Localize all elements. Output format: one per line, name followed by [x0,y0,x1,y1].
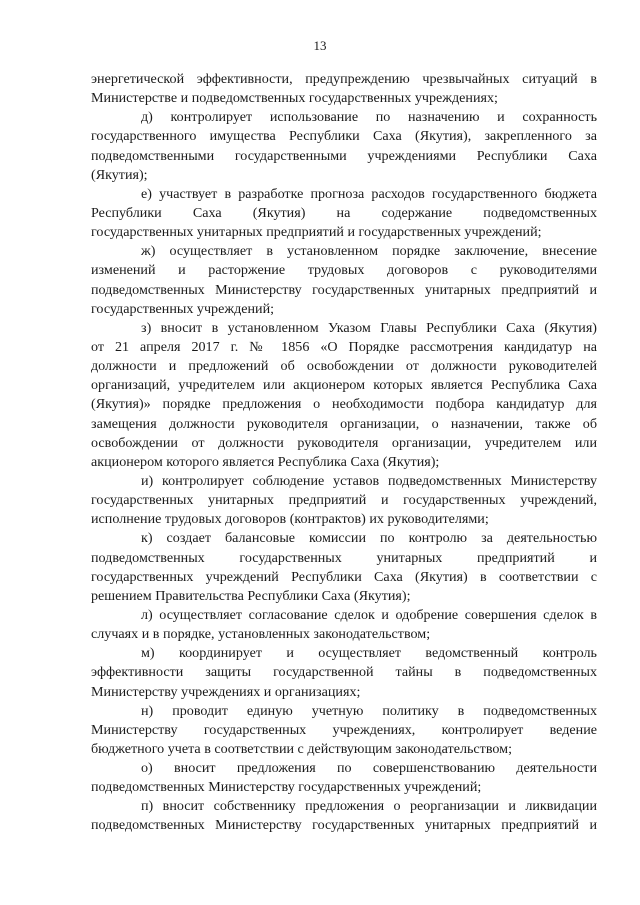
paragraph-first-line: з) вносит в установленном Указом Главы Республики Саха (Якутия) [141,319,597,336]
text-line: освобождении от должности руководителя организации, учредителем или [91,434,597,451]
text-line: бюджетного учета в соответствии с действующим законодательством; [91,740,513,757]
text-line: (Якутия)» порядке предложения о необходимости подбора кандидатур для [91,396,597,413]
text-line: государственных унитарных предприятий и государственных учреждений, [91,492,597,509]
text-line: исполнение трудовых договоров (контрактов) их руководителями; [91,511,489,528]
text-line: подведомственных государственных унитарных предприятий и [91,549,597,566]
text-line: от 21 апреля 2017 г. № 1856 «О Порядке рассмотрения кандидатур на [91,338,597,355]
paragraph-first-line: л) осуществляет согласование сделок и одобрение совершения сделок в [141,606,597,623]
paragraph-first-line: м) координирует и осуществляет ведомственный контроль [141,645,597,662]
paragraph-first-line: п) вносит собственнику предложения о реорганизации и ликвидации [141,798,597,815]
text-line: Министерстве и подведомственных государственных учреждениях; [91,90,498,107]
text-line: подведомственных Министерству государственных унитарных предприятий и [91,281,597,298]
text-line: (Якутия); [91,166,148,183]
text-line: энергетической эффективности, предупреждению чрезвычайных ситуаций в [91,71,597,87]
text-line: подведомственных Министерству государственных унитарных предприятий и [91,817,597,834]
paragraph-first-line: к) создает балансовые комиссии по контролю за деятельностью [141,530,597,547]
text-line: организаций, учредителем или акционером которых является Республика Саха [91,377,597,394]
text-line: государственных унитарных предприятий и государственных учреждений; [91,224,542,241]
text-line: государственного имущества Республики Саха (Якутия), закрепленного за [91,128,597,145]
text-line: случаях и в порядке, установленных законодательством; [91,626,431,643]
page-number: 13 [313,38,327,53]
text-line: государственных учреждений Республики Саха (Якутия) в соответствии с [91,568,597,585]
text-line: Министерству государственных учреждениях, контролирует ведение [91,721,597,738]
text-line: замещения должности руководителя организации, о назначении, также об [91,415,597,432]
text-line: изменений и расторжение трудовых договоров с руководителями [91,262,597,279]
text-line: Республики Саха (Якутия) на содержание подведомственных [91,204,597,221]
document-body [91,70,597,836]
text-line: эффективности защиты государственной тайны в подведомственных [91,664,597,681]
paragraph-first-line: е) участвует в разработке прогноза расходов государственного бюджета [141,185,597,202]
paragraph-first-line: ж) осуществляет в установленном порядке заключение, внесение [141,243,597,260]
text-line: должности и предложений об освобождении от должности руководителей [91,358,597,375]
paragraph-first-line: н) проводит единую учетную политику в подведомственных [141,702,597,719]
text-line: акционером которого является Республика Саха (Якутия); [91,453,440,470]
paragraph-first-line: д) контролирует использование по назначению и сохранность [141,109,597,126]
text-line: решением Правительства Республики Саха (Якутия); [91,587,411,604]
paragraph-first-line: и) контролирует соблюдение уставов подведомственных Министерству [141,472,597,489]
text-line: подведомственных Министерству государственных учреждений; [91,779,482,796]
text-line: государственных учреждений; [91,300,275,317]
text-line: Министерству учреждениях и организациях; [91,683,361,700]
text-line: подведомственными государственными учреждениями Республики Саха [91,147,597,164]
paragraph-first-line: о) вносит предложения по совершенствованию деятельности [141,760,597,777]
